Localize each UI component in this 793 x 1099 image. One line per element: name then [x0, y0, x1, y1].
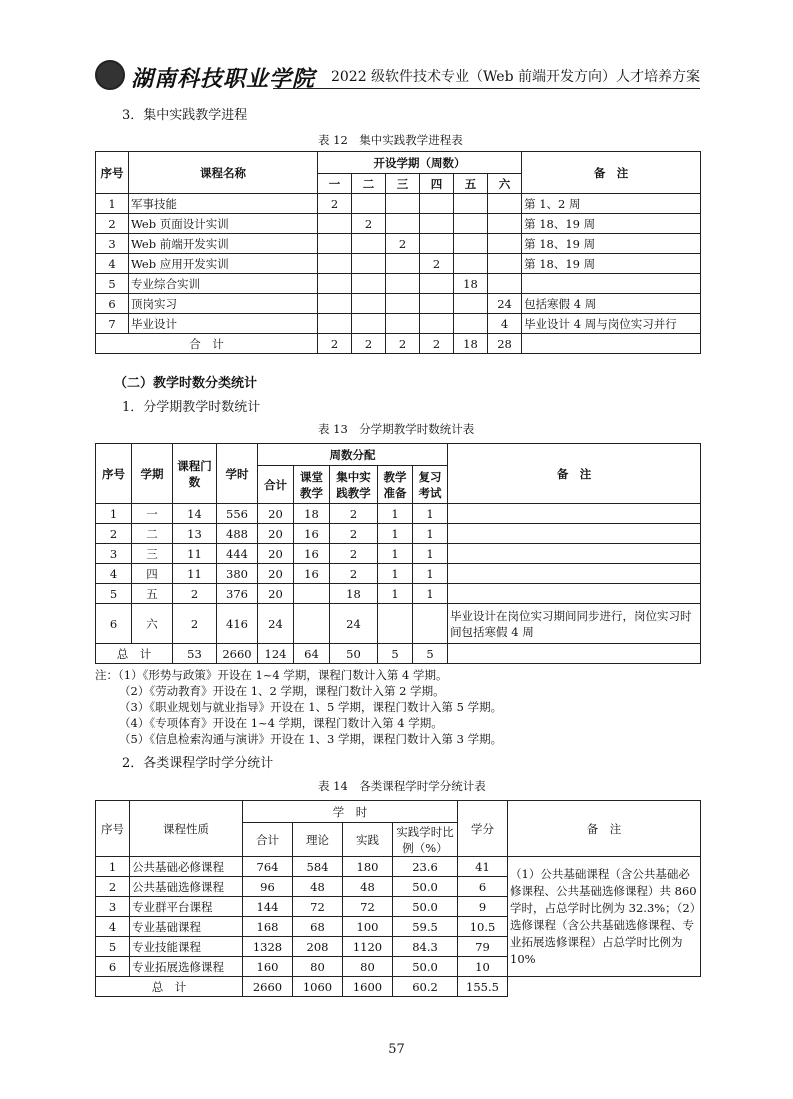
t12-row-weeks — [386, 274, 420, 294]
t14-row-value: 72 — [293, 897, 343, 917]
t12-row-weeks: 2 — [386, 234, 420, 254]
table-row — [96, 524, 701, 544]
table-14 — [95, 800, 701, 997]
t14-sub-col: 合计 — [243, 823, 293, 857]
t13-row-hours: 376 — [217, 584, 258, 604]
t12-row-weeks — [352, 194, 386, 214]
table-row — [96, 584, 701, 604]
t13-row-week: 20 — [258, 584, 294, 604]
t14-row-value: 72 — [343, 897, 393, 917]
t14-row-value: 160 — [243, 957, 293, 977]
t14-row-value: 59.5 — [393, 917, 458, 937]
t14-row-value: 80 — [343, 957, 393, 977]
table-13-caption: 表 13 分学期教学时数统计表 — [318, 422, 475, 436]
college-name: 湖南科技职业学院 — [131, 66, 316, 92]
t13-total-hours: 2660 — [217, 644, 258, 664]
t14-sub-col: 实践学时比例（%） — [393, 823, 458, 857]
table-14-caption: 表 14 各类课程学时学分统计表 — [318, 779, 486, 793]
t13-row-count: 11 — [173, 544, 217, 564]
t13-row-week: 20 — [258, 544, 294, 564]
t13-row-note — [448, 564, 701, 584]
t12-row-weeks — [352, 294, 386, 314]
t14-header-hours: 学 时 — [243, 801, 458, 823]
t13-row-week: 1 — [378, 524, 413, 544]
note-line: （3）《职业规划与就业指导》开设在 1、5 学期，课程门数计入第 5 学期。 — [119, 700, 503, 714]
table-row — [96, 194, 701, 214]
t13-row-week: 16 — [294, 564, 330, 584]
t12-total-cell: 2 — [420, 334, 454, 354]
t13-row-week: 1 — [378, 544, 413, 564]
t12-row-weeks — [420, 294, 454, 314]
t12-row-weeks — [318, 234, 352, 254]
t12-row-weeks — [488, 194, 522, 214]
t14-row-value: 1120 — [343, 937, 393, 957]
table-13-notes — [95, 667, 502, 747]
t12-row-weeks — [386, 214, 420, 234]
t12-row-no: 7 — [96, 314, 129, 334]
t14-header-no: 序号 — [96, 801, 130, 857]
t14-row-no: 5 — [96, 937, 130, 957]
t13-row-week: 20 — [258, 524, 294, 544]
t14-row-no: 1 — [96, 857, 130, 877]
t12-row-weeks — [454, 254, 488, 274]
table-row — [96, 604, 701, 644]
t14-total-credit: 155.5 — [458, 977, 508, 997]
college-logo-icon — [95, 60, 125, 90]
t12-row-weeks: 2 — [352, 214, 386, 234]
t12-row-weeks — [352, 274, 386, 294]
t12-row-note — [522, 274, 701, 294]
t14-sub-col: 实践 — [343, 823, 393, 857]
t13-row-week — [413, 604, 448, 644]
t13-row-note — [448, 524, 701, 544]
t13-row-no: 3 — [96, 544, 132, 564]
t13-row-no: 2 — [96, 524, 132, 544]
t13-row-week: 1 — [413, 504, 448, 524]
t12-header-semester: 开设学期（周数） — [318, 152, 522, 174]
t13-row-term: 三 — [132, 544, 173, 564]
t12-row-weeks — [386, 314, 420, 334]
t13-row-week: 2 — [330, 504, 378, 524]
page-number: 57 — [388, 1042, 405, 1057]
t13-total-count: 53 — [173, 644, 217, 664]
t12-total-cell: 2 — [386, 334, 420, 354]
t12-row-weeks — [454, 294, 488, 314]
t13-week-col: 复习考试 — [413, 466, 448, 504]
t12-row-weeks — [386, 254, 420, 274]
t12-row-name: Web 应用开发实训 — [129, 254, 318, 274]
document-title: 2022 级软件技术专业（Web 前端开发方向）人才培养方案 — [330, 69, 700, 85]
t12-sem-2: 二 — [352, 174, 386, 194]
t13-row-no: 4 — [96, 564, 132, 584]
t12-row-name: 毕业设计 — [129, 314, 318, 334]
t12-row-no: 4 — [96, 254, 129, 274]
t12-row-name: 军事技能 — [129, 194, 318, 214]
t12-total-cell: 2 — [352, 334, 386, 354]
t13-row-week: 1 — [413, 584, 448, 604]
t14-row-credit: 9 — [458, 897, 508, 917]
t12-row-weeks — [318, 314, 352, 334]
t14-header-credit: 学分 — [458, 801, 508, 857]
t12-sem-6: 六 — [488, 174, 522, 194]
t12-row-name: 顶岗实习 — [129, 294, 318, 314]
t14-row-type: 专业拓展选修课程 — [130, 957, 243, 977]
t14-row-value: 168 — [243, 917, 293, 937]
t14-row-type: 专业基础课程 — [130, 917, 243, 937]
t14-merged-note: （1）公共基础课程（含公共基础必修课程、公共基础选修课程）共 860 学时，占总学时比例为 32.3%；（2）选修课程（含公共基础选修课程、专业拓展选修课程）占总学时比例为 10% — [508, 857, 701, 977]
t14-row-type: 专业群平台课程 — [130, 897, 243, 917]
t12-row-note: 第 18、19 周 — [522, 254, 701, 274]
t13-row-week: 1 — [378, 584, 413, 604]
t13-row-term: 二 — [132, 524, 173, 544]
t12-row-weeks — [454, 234, 488, 254]
t12-row-weeks — [488, 234, 522, 254]
t12-row-weeks — [420, 274, 454, 294]
t12-row-weeks — [488, 274, 522, 294]
t14-row-value: 180 — [343, 857, 393, 877]
t14-row-value: 48 — [343, 877, 393, 897]
note-line: （4）《专项体育》开设在 1~4 学期，课程门数计入第 4 学期。 — [119, 716, 443, 730]
t12-row-weeks — [386, 294, 420, 314]
t14-row-value: 96 — [243, 877, 293, 897]
t13-total-week: 64 — [294, 644, 330, 664]
table-row — [96, 214, 701, 234]
t12-row-no: 5 — [96, 274, 129, 294]
t13-row-week: 18 — [294, 504, 330, 524]
t13-row-week — [294, 584, 330, 604]
t12-sem-1: 一 — [318, 174, 352, 194]
t13-row-week: 24 — [330, 604, 378, 644]
t14-row-value: 23.6 — [393, 857, 458, 877]
t12-row-weeks — [420, 314, 454, 334]
t13-row-week: 2 — [330, 524, 378, 544]
t13-row-week: 1 — [413, 544, 448, 564]
t13-row-count: 13 — [173, 524, 217, 544]
t14-header-note: 备 注 — [508, 801, 701, 857]
subsection-2-title: 2．各类课程学时学分统计 — [122, 756, 274, 771]
table-row — [96, 274, 701, 294]
t14-row-no: 6 — [96, 957, 130, 977]
note-line: （5）《信息检索沟通与演讲》开设在 1、3 学期，课程门数计入第 3 学期。 — [119, 732, 503, 746]
t12-row-weeks: 18 — [454, 274, 488, 294]
t13-header-no: 序号 — [96, 444, 132, 504]
t13-row-term: 五 — [132, 584, 173, 604]
t14-row-value: 100 — [343, 917, 393, 937]
t13-row-hours: 556 — [217, 504, 258, 524]
t12-total-cell: 28 — [488, 334, 522, 354]
t13-row-week: 16 — [294, 544, 330, 564]
t14-row-value: 48 — [293, 877, 343, 897]
t12-row-weeks — [352, 234, 386, 254]
t13-row-count: 14 — [173, 504, 217, 524]
t13-total-week: 124 — [258, 644, 294, 664]
t12-row-weeks — [488, 254, 522, 274]
t12-row-no: 6 — [96, 294, 129, 314]
t12-row-note: 第 18、19 周 — [522, 234, 701, 254]
t13-week-col: 教学准备 — [378, 466, 413, 504]
t12-row-weeks — [318, 294, 352, 314]
t13-week-col: 合计 — [258, 466, 294, 504]
t12-sem-3: 三 — [386, 174, 420, 194]
t13-row-week: 2 — [330, 544, 378, 564]
t13-row-week: 1 — [413, 564, 448, 584]
t14-row-no: 3 — [96, 897, 130, 917]
t14-total-label: 总 计 — [96, 977, 243, 997]
t13-row-week: 24 — [258, 604, 294, 644]
t12-row-weeks — [420, 214, 454, 234]
t13-total-week: 5 — [378, 644, 413, 664]
t13-row-note — [448, 544, 701, 564]
header-divider — [273, 88, 700, 89]
table-13 — [95, 443, 701, 664]
t14-row-value: 50.0 — [393, 877, 458, 897]
t14-row-credit: 10 — [458, 957, 508, 977]
t14-row-value: 50.0 — [393, 957, 458, 977]
t14-row-value: 68 — [293, 917, 343, 937]
t12-row-weeks — [420, 194, 454, 214]
t13-row-week — [294, 604, 330, 644]
t14-row-credit: 6 — [458, 877, 508, 897]
t13-total-note — [448, 644, 701, 664]
t13-row-term: 六 — [132, 604, 173, 644]
t12-row-weeks — [488, 214, 522, 234]
t14-total-cell: 2660 — [243, 977, 293, 997]
t12-total-note — [522, 334, 701, 354]
t13-row-week: 18 — [330, 584, 378, 604]
t12-row-weeks — [318, 214, 352, 234]
t13-row-hours: 416 — [217, 604, 258, 644]
t12-row-name: Web 页面设计实训 — [129, 214, 318, 234]
t12-row-weeks: 2 — [318, 194, 352, 214]
t12-row-note: 毕业设计 4 周与岗位实习并行 — [522, 314, 701, 334]
t13-row-note — [448, 504, 701, 524]
page-header — [95, 52, 700, 92]
t14-row-credit: 41 — [458, 857, 508, 877]
subsection-1-title: 1．分学期教学时数统计 — [122, 400, 261, 415]
t13-header-count: 课程门数 — [173, 444, 217, 504]
table-row — [96, 314, 701, 334]
table-12 — [95, 151, 701, 354]
t12-header-name: 课程名称 — [129, 152, 318, 194]
table-12-caption: 表 12 集中实践教学进程表 — [318, 133, 463, 147]
t13-row-no: 6 — [96, 604, 132, 644]
t13-total-week: 5 — [413, 644, 448, 664]
t13-row-note: 毕业设计在岗位实习期间同步进行，岗位实习时间包括寒假 4 周 — [448, 604, 701, 644]
t14-row-value: 764 — [243, 857, 293, 877]
t12-row-weeks — [454, 214, 488, 234]
t12-row-note: 包括寒假 4 周 — [522, 294, 701, 314]
t13-row-week: 20 — [258, 564, 294, 584]
t14-row-type: 公共基础必修课程 — [130, 857, 243, 877]
t13-header-weeks: 周数分配 — [258, 444, 448, 466]
t14-row-value: 584 — [293, 857, 343, 877]
t13-row-note — [448, 584, 701, 604]
t14-row-value: 208 — [293, 937, 343, 957]
t12-row-weeks: 24 — [488, 294, 522, 314]
t13-total-week: 50 — [330, 644, 378, 664]
t14-row-type: 专业技能课程 — [130, 937, 243, 957]
t14-row-value: 144 — [243, 897, 293, 917]
t12-row-weeks — [386, 194, 420, 214]
t13-row-week — [378, 604, 413, 644]
t13-row-count: 11 — [173, 564, 217, 584]
t14-header-type: 课程性质 — [130, 801, 243, 857]
t13-row-count: 2 — [173, 604, 217, 644]
t13-week-col: 集中实践教学 — [330, 466, 378, 504]
table-row — [96, 544, 701, 564]
t14-row-value: 1328 — [243, 937, 293, 957]
t13-header-note: 备 注 — [448, 444, 701, 504]
section-2-title: （二）教学时数分类统计 — [114, 376, 258, 391]
t13-row-no: 1 — [96, 504, 132, 524]
t12-row-weeks — [352, 314, 386, 334]
t12-row-note: 第 18、19 周 — [522, 214, 701, 234]
t13-row-no: 5 — [96, 584, 132, 604]
t12-header-no: 序号 — [96, 152, 129, 194]
t13-row-week: 1 — [378, 564, 413, 584]
table-row — [96, 857, 701, 877]
t13-total-label: 总 计 — [96, 644, 173, 664]
t14-row-type: 公共基础选修课程 — [130, 877, 243, 897]
table-row — [96, 504, 701, 524]
t13-row-week: 16 — [294, 524, 330, 544]
note-line: （2）《劳动教育》开设在 1、2 学期，课程门数计入第 2 学期。 — [119, 684, 445, 698]
table-row — [96, 254, 701, 274]
t12-row-weeks: 4 — [488, 314, 522, 334]
t13-row-hours: 444 — [217, 544, 258, 564]
t13-header-term: 学期 — [132, 444, 173, 504]
t14-row-value: 80 — [293, 957, 343, 977]
t13-row-week: 1 — [378, 504, 413, 524]
t12-header-note: 备 注 — [522, 152, 701, 194]
t12-total-cell: 18 — [454, 334, 488, 354]
table-row — [96, 294, 701, 314]
t13-row-week: 2 — [330, 564, 378, 584]
t12-row-name: 专业综合实训 — [129, 274, 318, 294]
t14-row-credit: 10.5 — [458, 917, 508, 937]
t14-row-credit: 79 — [458, 937, 508, 957]
t12-total-label: 合 计 — [96, 334, 318, 354]
t13-header-hours: 学时 — [217, 444, 258, 504]
t12-row-weeks — [454, 314, 488, 334]
t13-row-week: 20 — [258, 504, 294, 524]
t12-sem-5: 五 — [454, 174, 488, 194]
t12-row-weeks: 2 — [420, 254, 454, 274]
t14-total-cell: 1060 — [293, 977, 343, 997]
t12-row-weeks — [352, 254, 386, 274]
t13-row-week: 1 — [413, 524, 448, 544]
t13-row-count: 2 — [173, 584, 217, 604]
t12-row-no: 3 — [96, 234, 129, 254]
note-line: 注：（1）《形势与政策》开设在 1~4 学期，课程门数计入第 4 学期。 — [95, 668, 448, 682]
t12-row-no: 1 — [96, 194, 129, 214]
t14-total-cell: 60.2 — [393, 977, 458, 997]
t12-row-weeks — [454, 194, 488, 214]
t12-total-cell: 2 — [318, 334, 352, 354]
t12-row-weeks — [318, 274, 352, 294]
t14-row-value: 50.0 — [393, 897, 458, 917]
t14-sub-col: 理论 — [293, 823, 343, 857]
t13-row-hours: 488 — [217, 524, 258, 544]
t14-total-cell: 1600 — [343, 977, 393, 997]
t12-row-no: 2 — [96, 214, 129, 234]
t12-row-weeks — [318, 254, 352, 274]
t12-row-note: 第 1、2 周 — [522, 194, 701, 214]
t14-row-value: 84.3 — [393, 937, 458, 957]
t13-row-term: 四 — [132, 564, 173, 584]
t13-row-hours: 380 — [217, 564, 258, 584]
section-3-title: 3．集中实践教学进程 — [122, 108, 248, 123]
t14-row-no: 2 — [96, 877, 130, 897]
t13-week-col: 课堂教学 — [294, 466, 330, 504]
t14-row-no: 4 — [96, 917, 130, 937]
t12-row-name: Web 前端开发实训 — [129, 234, 318, 254]
t12-sem-4: 四 — [420, 174, 454, 194]
table-row — [96, 564, 701, 584]
t12-row-weeks — [420, 234, 454, 254]
table-row — [96, 234, 701, 254]
t13-row-term: 一 — [132, 504, 173, 524]
